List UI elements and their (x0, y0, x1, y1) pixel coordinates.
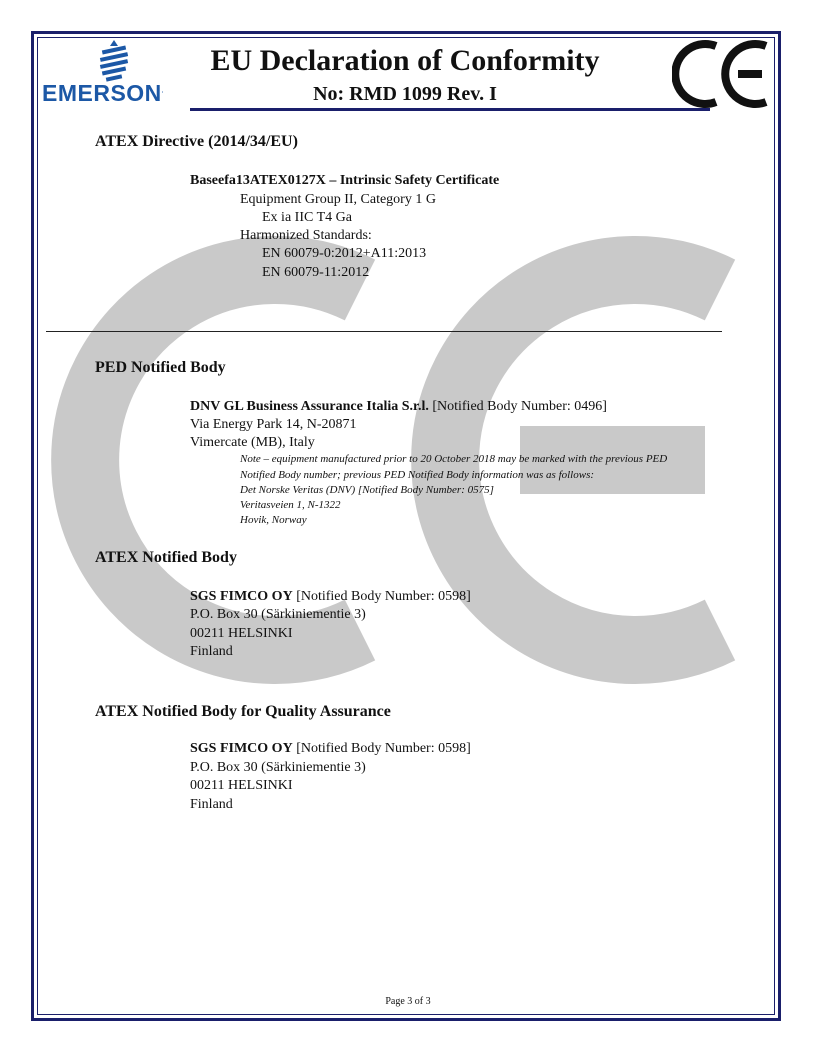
header-rule (190, 108, 710, 111)
emerson-logo-icon (96, 40, 132, 84)
company-logo: EMERSON. (42, 80, 164, 106)
ped-note-line: Note – equipment manufactured prior to 20 October 2018 may be marked with the previous PED (240, 453, 668, 465)
qa-address-line: Finland (190, 797, 233, 812)
qa-body-number: [Notified Body Number: 0598] (296, 741, 471, 756)
atex-notified-body-heading: ATEX Notified Body (95, 549, 237, 566)
qa-address-line: P.O. Box 30 (Särkiniementie 3) (190, 760, 366, 775)
ped-body-name: DNV GL Business Assurance Italia S.r.l. (190, 399, 429, 414)
atex-address-line: Finland (190, 644, 233, 659)
document-title: EU Declaration of Conformity (210, 44, 600, 77)
certificate-title: Baseefa13ATEX0127X – Intrinsic Safety Certificate (190, 173, 500, 188)
atex-body-name-line (190, 589, 471, 605)
qa-address-line: 00211 HELSINKI (190, 778, 293, 793)
ped-body-name-line (190, 399, 607, 415)
atex-qa-heading: ATEX Notified Body for Quality Assurance (95, 703, 391, 720)
ped-note-line: Hovik, Norway (240, 514, 307, 526)
atex-address-line: P.O. Box 30 (Särkiniementie 3) (190, 607, 366, 622)
ped-note-line: Notified Body number; previous PED Notified Body information was as follows: (240, 469, 595, 481)
ped-note-line: Det Norske Veritas (DNV) [Notified Body Number: 0575] (240, 484, 494, 496)
qa-body-name: SGS FIMCO OY (190, 741, 293, 756)
standard-item: EN 60079-0:2012+A11:2013 (262, 246, 427, 261)
ex-marking: Ex ia IIC T4 Ga (262, 210, 352, 225)
equipment-group: Equipment Group II, Category 1 G (240, 192, 436, 207)
atex-body-number: [Notified Body Number: 0598] (296, 589, 471, 604)
ped-address-line: Vimercate (MB), Italy (190, 435, 315, 450)
standard-item: EN 60079-11:2012 (262, 265, 370, 280)
page-number: Page 3 of 3 (385, 996, 431, 1007)
atex-directive-heading: ATEX Directive (2014/34/EU) (95, 133, 298, 150)
atex-address-line: 00211 HELSINKI (190, 626, 293, 641)
section-divider (46, 331, 722, 332)
ped-note-line: Veritasveien 1, N-1322 (240, 499, 341, 511)
ped-notified-body-heading: PED Notified Body (95, 359, 226, 376)
qa-body-name-line (190, 741, 471, 757)
standards-label: Harmonized Standards: (240, 228, 372, 243)
atex-body-name: SGS FIMCO OY (190, 589, 293, 604)
ped-body-number: [Notified Body Number: 0496] (432, 399, 607, 414)
ped-address-line: Via Energy Park 14, N-20871 (190, 417, 357, 432)
document-number: No: RMD 1099 Rev. I (313, 83, 497, 105)
ce-mark-icon (672, 38, 772, 110)
